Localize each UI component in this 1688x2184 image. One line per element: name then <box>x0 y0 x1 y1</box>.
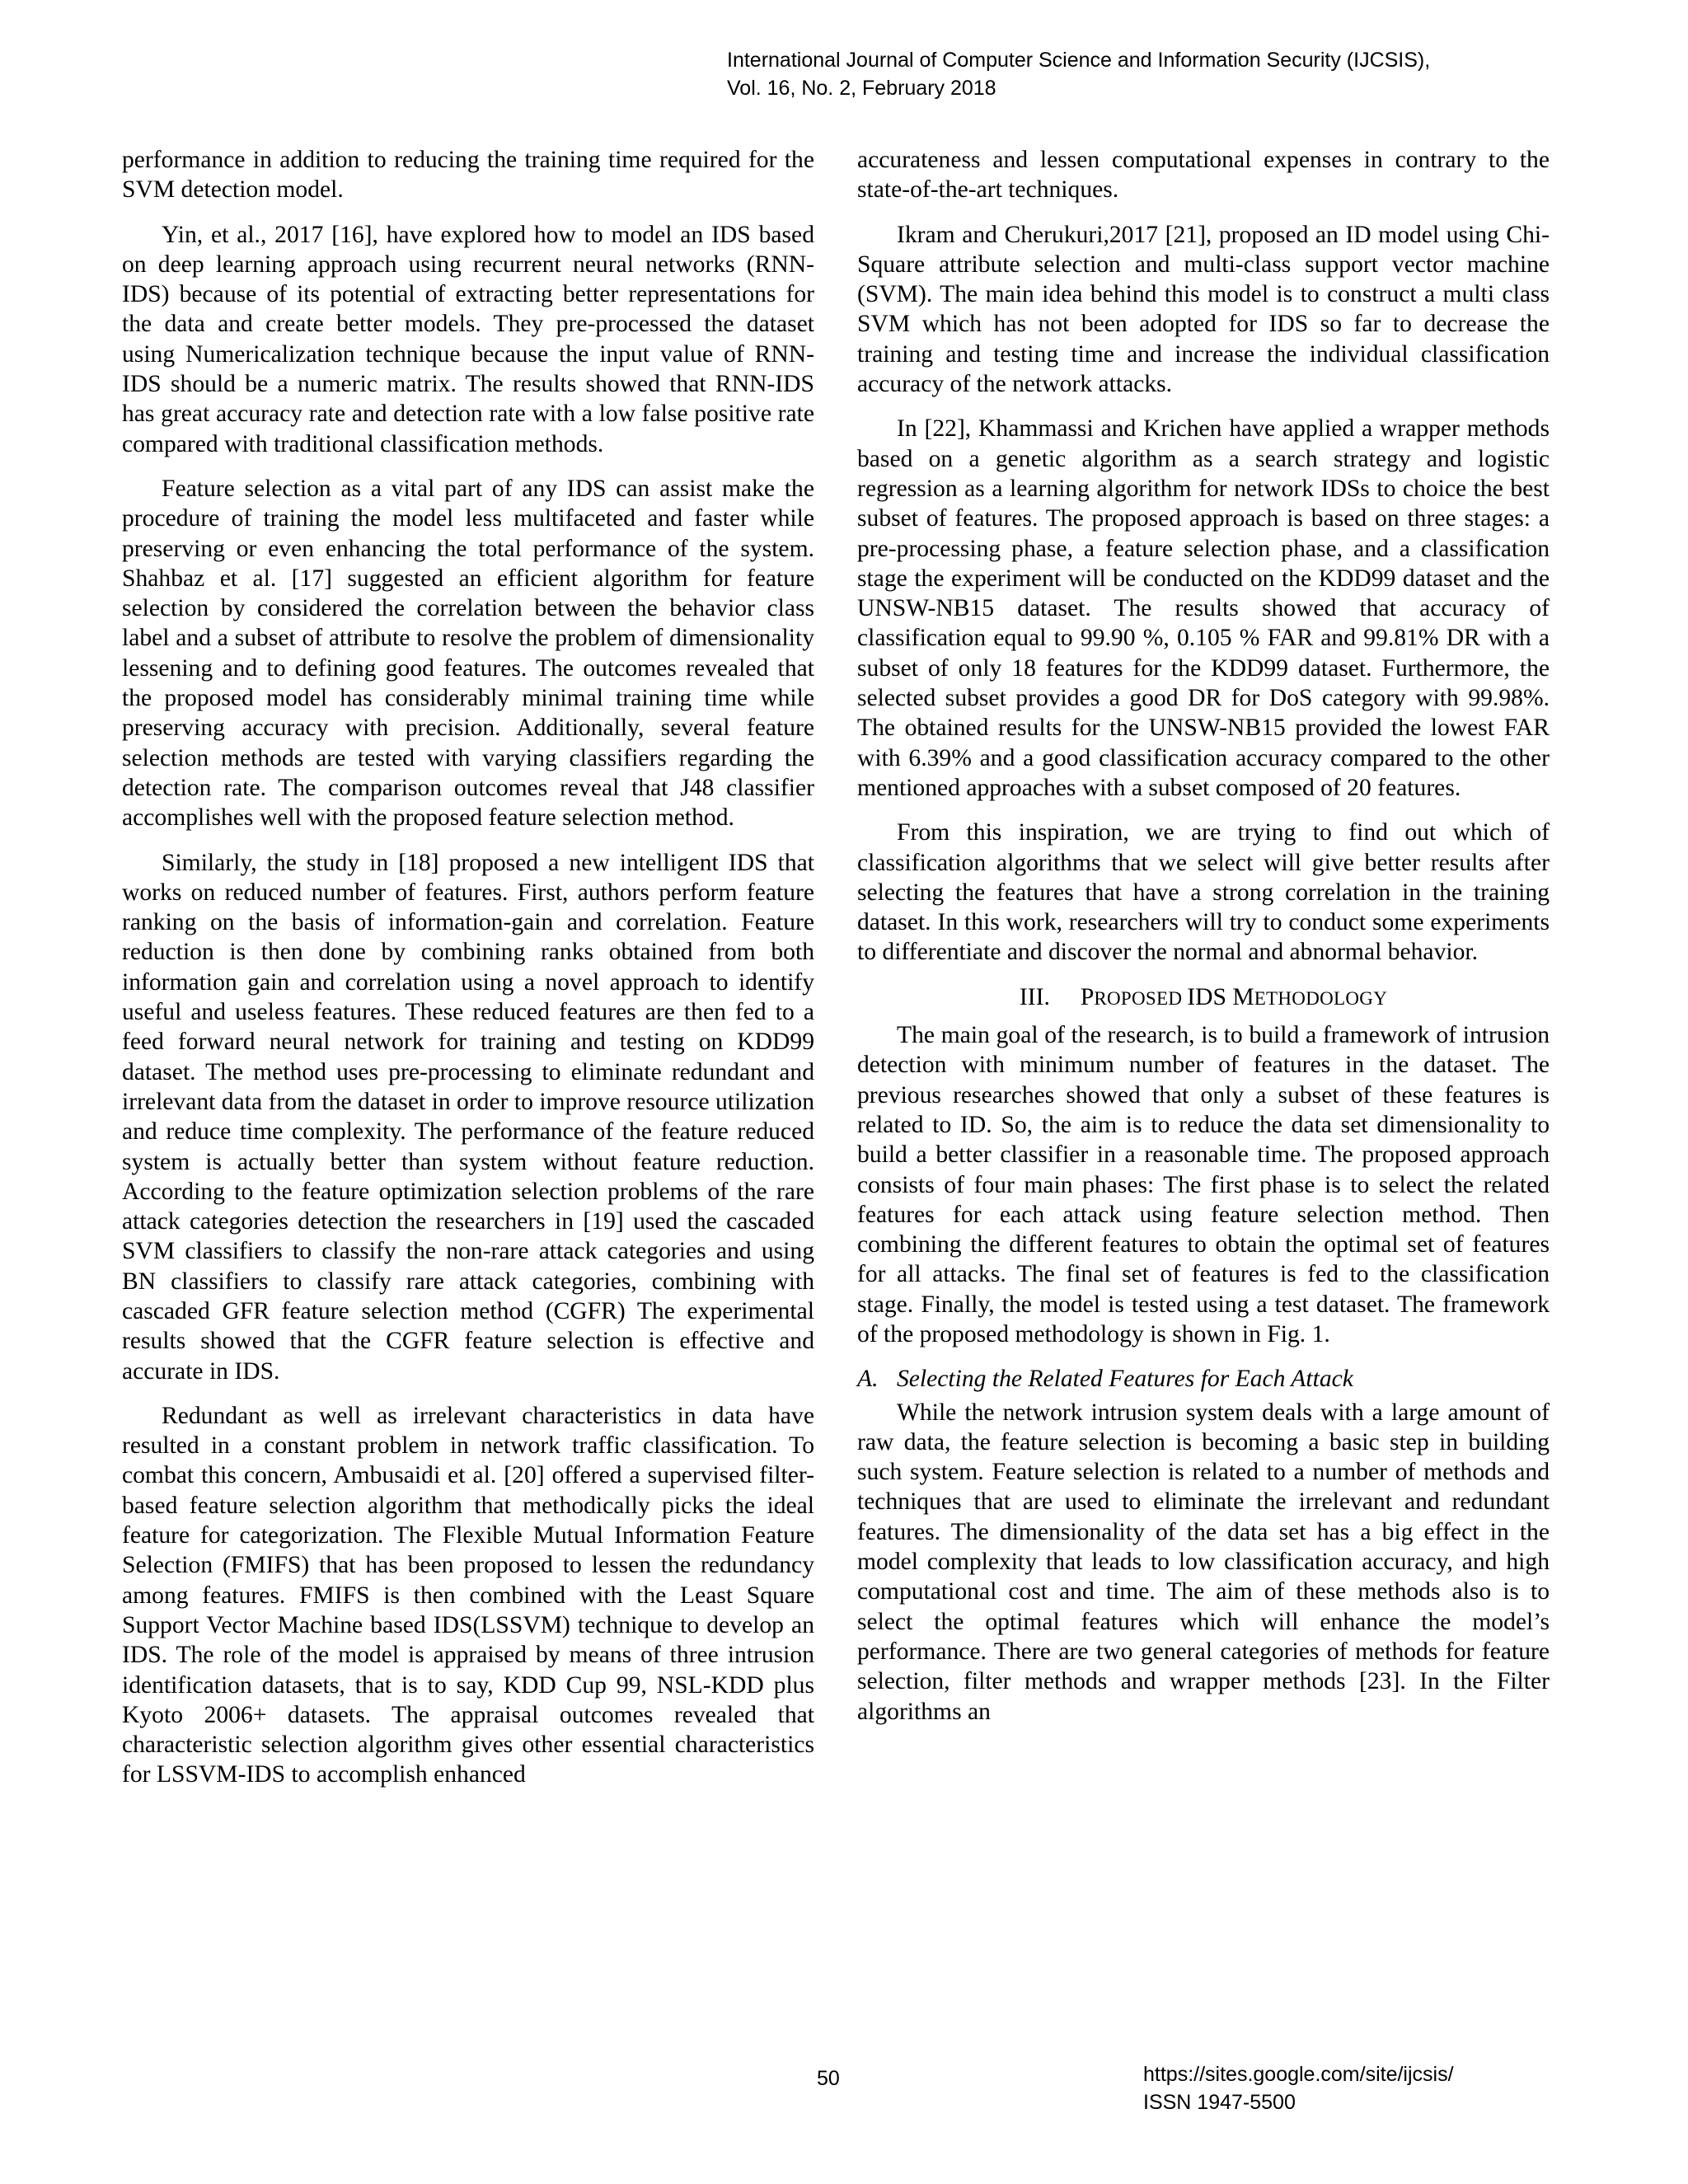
paragraph: From this inspiration, we are trying to find out which of classification algorithms that we select will give better results after selecting the features that have a strong correlation in the training dataset. In this work, researchers will try to conduct some experiments to differentiate and discover the normal and abnormal behavior. <box>857 819 1550 966</box>
footer-url: https://sites.google.com/site/ijcsis/ <box>1143 2063 1454 2086</box>
section-title-part: ROPOSED <box>1094 987 1188 1009</box>
paragraph: Feature selection as a vital part of any IDS can assist make the procedure of training the model less multifaceted and faster while preserving or even enhancing the total performance of the system. Shahbaz et al. [17] suggested an efficient algorithm for feature selection by considered the correlation between the behavior class label and a subset of attribute to resolve the problem of dimensionality lessening and to defining good features. The outcomes revealed that the proposed model has considerably minimal training time while preserving accuracy with precision. Additionally, several feature selection methods are tested with varying classifiers regarding the detection rate. The comparison outcomes reveal that J48 classifier accomplishes well with the proposed feature selection method. <box>122 475 814 832</box>
paragraph: Yin, et al., 2017 [16], have explored how to model an IDS based on deep learning approach using recurrent neural networks (RNN-IDS) because of its potential of extracting better representations for the data and create better models. They pre-processed the dataset using Numericalization technique because the input value of RNN-IDS should be a numeric matrix. The results showed that RNN-IDS has great accuracy rate and detection rate with a low false positive rate compared with traditional classification methods. <box>122 221 814 457</box>
subsection-heading <box>857 1364 1550 1394</box>
paragraph: accurateness and lessen computational expenses in contrary to the state-of-the-art techniques. <box>857 147 1550 204</box>
left-column <box>122 145 814 1805</box>
journal-header-title: International Journal of Computer Science and Information Security (IJCSIS), <box>727 49 1431 72</box>
section-title-part: ETHODOLOGY <box>1254 987 1388 1009</box>
journal-header <box>727 46 1617 102</box>
section-title-part: IDS M <box>1187 983 1254 1010</box>
section-heading <box>857 982 1550 1014</box>
journal-header-volume: Vol. 16, No. 2, February 2018 <box>727 77 996 100</box>
footer-info <box>1143 2060 1454 2116</box>
paragraph: In [22], Khammassi and Krichen have applied a wrapper methods based on a genetic algorithm as a search strategy and logistic regression as a learning algorithm for network IDSs to choice the best subset of features. The proposed approach is based on three stages: a pre-processing phase, a feature selection phase, and a classification stage the experiment will be conducted on the KDD99 dataset and the UNSW-NB15 dataset. The results showed that accuracy of classification equal to 99.90 %, 0.105 % FAR and 99.81% DR with a subset of only 18 features for the KDD99 dataset. Furthermore, the selected subset provides a good DR for DoS category with 99.98%. The obtained results for the UNSW-NB15 provided the lowest FAR with 6.39% and a good classification accuracy compared to the other mentioned approaches with a subset composed of 20 features. <box>857 415 1550 801</box>
paragraph: Redundant as well as irrelevant characteristics in data have resulted in a constant problem in network traffic classification. To combat this concern, Ambusaidi et al. [20] offered a supervised filter-based feature selection algorithm that methodically picks the ideal feature for categorization. The Flexible Mutual Information Feature Selection (FMIFS) that has been proposed to lessen the redundancy among features. FMIFS is then combined with the Least Square Support Vector Machine based IDS(LSSVM) technique to develop an IDS. The role of the model is appraised by means of three intrusion identification datasets, that is to say, KDD Cup 99, NSL-KDD plus Kyoto 2006+ datasets. The appraisal outcomes revealed that characteristic selection algorithm gives other essential characteristics for LSSVM-IDS to accomplish enhanced <box>122 1402 814 1788</box>
section-title-part: P <box>1080 983 1095 1010</box>
paragraph: While the network intrusion system deals with a large amount of raw data, the feature selection is becoming a basic step in building such system. Feature selection is related to a number of methods and techniques that are used to eliminate the irrelevant and redundant features. The dimensionality of the data set has a big effect in the model complexity that leads to low classification accuracy, and high computational cost and time. The aim of these methods also is to select the optimal features which will enhance the model’s performance. There are two general categories of methods for feature selection, filter methods and wrapper methods [23]. In the Filter algorithms an <box>857 1399 1550 1725</box>
subsection-title: Selecting the Related Features for Each Attack <box>897 1366 1353 1393</box>
subsection-letter: A. <box>857 1366 879 1393</box>
page-number: 50 <box>817 2067 840 2090</box>
paragraph: The main goal of the research, is to build a framework of intrusion detection with minimum number of features in the dataset. The previous researches showed that only a subset of these features is related to ID. So, the aim is to reduce the data set dimensionality to build a better classifier in a reasonable time. The proposed approach consists of four main phases: The first phase is to select the related features for each attack using feature selection method. Then combining the different features to obtain the optimal set of features for all attacks. The final set of features is fed to the classification stage. Finally, the model is tested using a test dataset. The framework of the proposed methodology is shown in Fig. 1. <box>857 1022 1550 1347</box>
section-number: III. <box>1019 983 1050 1010</box>
paragraph: performance in addition to reducing the training time required for the SVM detection model. <box>122 147 814 204</box>
right-column <box>857 145 1550 1741</box>
paragraph: Similarly, the study in [18] proposed a new intelligent IDS that works on reduced number of features. First, authors perform feature ranking on the basis of information-gain and correlation. Feature reduction is then done by combining ranks obtained from both information gain and correlation using a novel approach to identify useful and useless features. These reduced features are then fed to a feed forward neural network for training and testing on KDD99 dataset. The method uses pre-processing to eliminate redundant and irrelevant data from the dataset in order to improve resource utilization and reduce time complexity. The performance of the feature reduced system is actually better than system without feature reduction. According to the feature optimization selection problems of the rare attack categories detection the researchers in [19] used the cascaded SVM classifiers to classify the non-rare attack categories and using BN classifiers to classify rare attack categories, combining with cascaded GFR feature selection method (CGFR) The experimental results showed that the CGFR feature selection is effective and accurate in IDS. <box>122 849 814 1385</box>
paragraph: Ikram and Cherukuri,2017 [21], proposed an ID model using Chi-Square attribute selection and multi-class support vector machine (SVM). The main idea behind this model is to construct a multi class SVM which has not been adopted for IDS so far to decrease the training and testing time and increase the individual classification accuracy of the network attacks. <box>857 221 1550 398</box>
footer-issn: ISSN 1947-5500 <box>1143 2091 1296 2114</box>
